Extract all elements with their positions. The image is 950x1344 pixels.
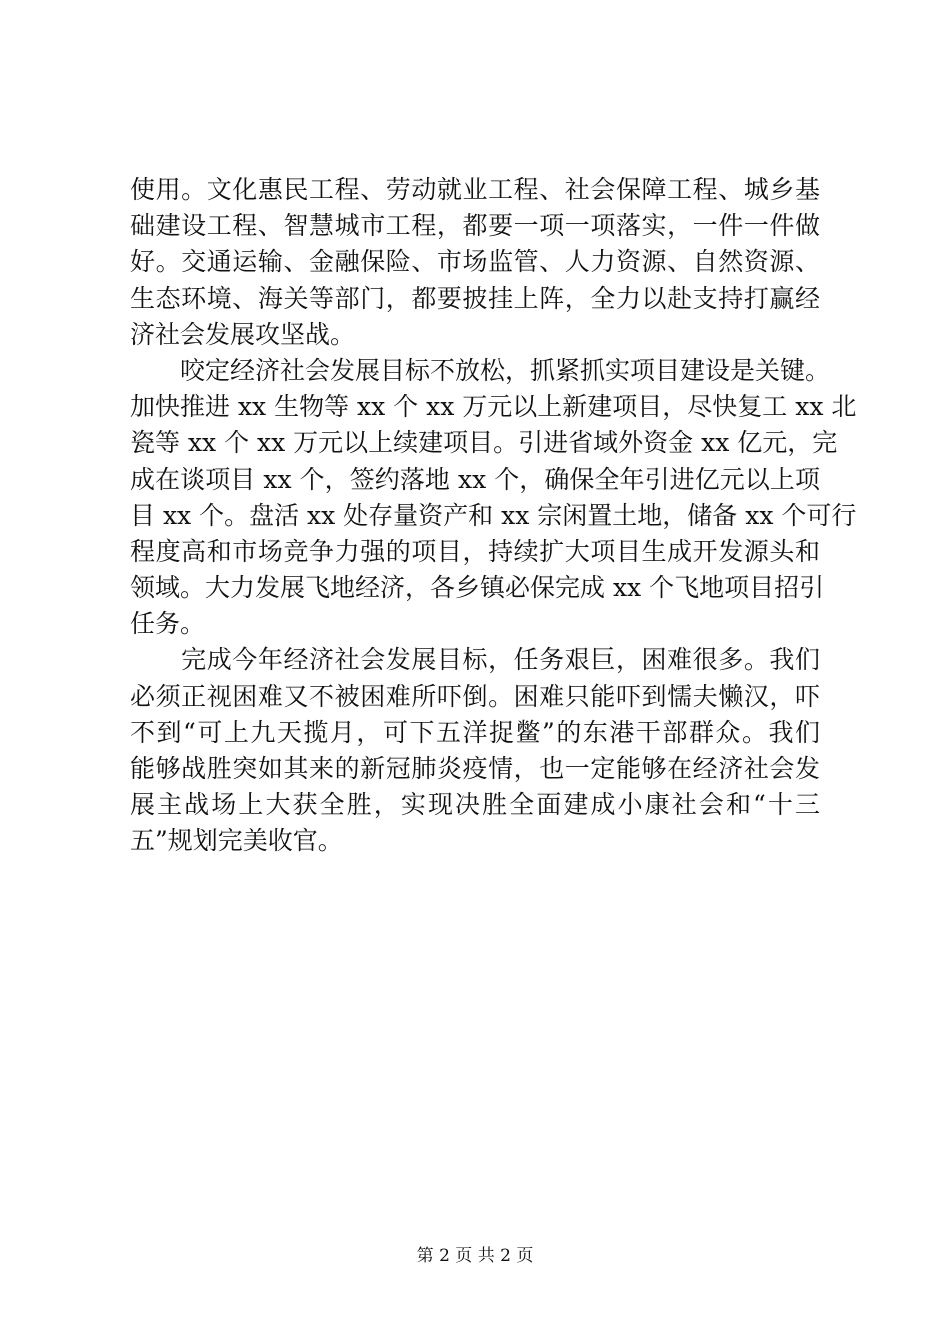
text-line: 础建设工程、智慧城市工程，都要一项一项落实，一件一件做 <box>130 211 820 241</box>
text-line: 好。交通运输、金融保险、市场监管、人力资源、自然资源、 <box>130 247 820 277</box>
text-line: 完成今年经济社会发展目标，任务艰巨，困难很多。我们 <box>130 645 820 675</box>
page-number-footer: 第 2 页 共 2 页 <box>416 1246 534 1266</box>
paragraph <box>130 172 820 353</box>
text-line: 五”规划完美收官。 <box>130 826 343 856</box>
text-line: 程度高和市场竞争力强的项目，持续扩大项目生成开发源头和 <box>130 536 820 566</box>
text-line: 能够战胜突如其来的新冠肺炎疫情，也一定能够在经济社会发 <box>130 754 820 783</box>
text-line: 目 xx 个。盘活 xx 处存量资产和 xx 宗闲置土地，储备 xx 个可行 <box>130 500 857 530</box>
text-line: 加快推进 xx 生物等 xx 个 xx 万元以上新建项目，尽快复工 xx 北 <box>130 392 857 422</box>
text-line: 济社会发展攻坚战。 <box>130 319 356 349</box>
text-line: 必须正视困难又不被困难所吓倒。困难只能吓到懦夫懒汉，吓 <box>130 681 820 711</box>
paragraph <box>130 642 820 859</box>
text-line: 生态环境、海关等部门，都要披挂上阵，全力以赴支持打赢经 <box>130 283 820 313</box>
text-line: 使用。文化惠民工程、劳动就业工程、社会保障工程、城乡基 <box>130 175 820 204</box>
text-line: 领域。大力发展飞地经济，各乡镇必保完成 xx 个飞地项目招引 <box>130 573 825 603</box>
paragraph <box>130 353 857 643</box>
text-line: 瓷等 xx 个 xx 万元以上续建项目。引进省域外资金 xx 亿元，完 <box>130 428 838 458</box>
body-text <box>130 172 857 860</box>
text-line: 任务。 <box>130 609 206 639</box>
text-line: 咬定经济社会发展目标不放松，抓紧抓实项目建设是关键。 <box>130 355 831 385</box>
text-line: 成在谈项目 xx 个，签约落地 xx 个，确保全年引进亿元以上项 <box>130 464 820 494</box>
text-line: 不到“可上九天揽月，可下五洋捉鳖”的东港干部群众。我们 <box>130 717 820 747</box>
text-line: 展主战场上大获全胜，实现决胜全面建成小康社会和“十三 <box>130 790 820 820</box>
